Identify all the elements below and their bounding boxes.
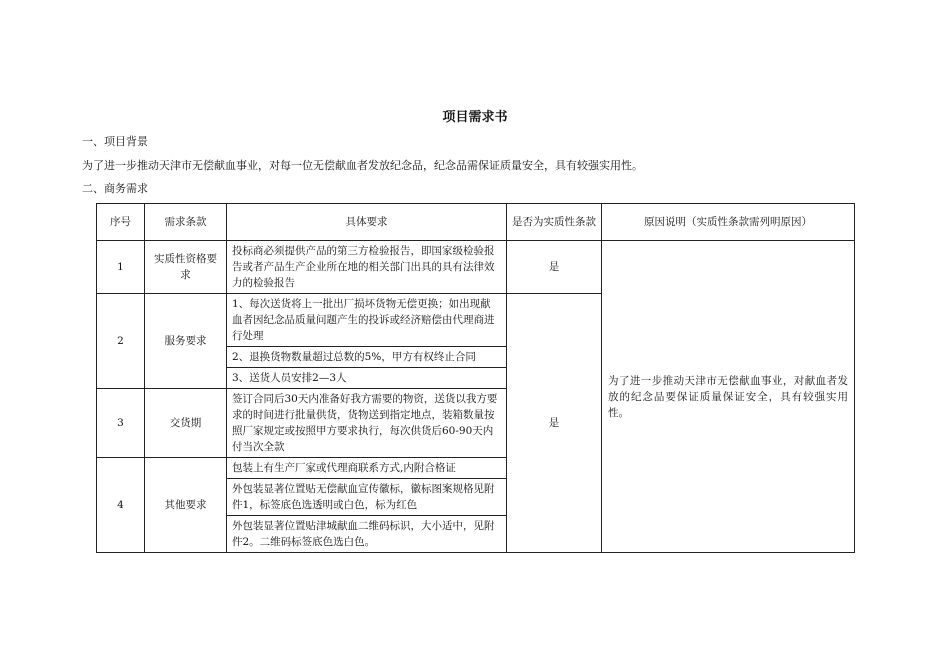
- header-substantive: 是否为实质性条款: [507, 204, 602, 241]
- section-heading-background: 一、项目背景: [82, 135, 148, 148]
- header-no: 序号: [97, 204, 145, 241]
- row-clause: 服务要求: [145, 294, 227, 389]
- row-requirement: 投标商必须提供产品的第三方检验报告，即国家级检验报告或者产品生产企业所在地的相关部门出具的具有法律效力的检验报告: [227, 241, 507, 294]
- table-header-row: [97, 204, 855, 241]
- header-reason: 原因说明（实质性条款需列明原因）: [602, 204, 855, 241]
- header-clause: 需求条款: [145, 204, 227, 241]
- header-requirement: 具体要求: [227, 204, 507, 241]
- row-clause: 其他要求: [145, 458, 227, 553]
- background-paragraph: 为了进一步推动天津市无偿献血事业，对每一位无偿献血者发放纪念品，纪念品需保证质量安全，具有较强实用性。: [82, 159, 643, 172]
- row-clause: 实质性资格要求: [145, 241, 227, 294]
- page-title: 项目需求书: [442, 110, 508, 125]
- row-requirement: 2、退换货物数量超过总数的5%，甲方有权终止合同: [227, 347, 507, 368]
- row-requirement: 包装上有生产厂家或代理商联系方式,内附合格证: [227, 458, 507, 479]
- row-no: 4: [97, 458, 145, 553]
- table-row: [97, 241, 855, 294]
- row-requirement: 1、每次送货将上一批出厂损坏货物无偿更换；如出现献血者因纪念品质量问题产生的投诉或经济赔偿由代理商进行处理: [227, 294, 507, 347]
- reason-cell: 为了进一步推动天津市无偿献血事业，对献血者发放的纪念品要保证质量保证安全，具有较强实用性。: [602, 241, 855, 553]
- requirements-table: [96, 203, 855, 553]
- row-no: 2: [97, 294, 145, 389]
- row-substantive: 是: [507, 294, 602, 553]
- row-requirement: 签订合同后30天内准备好我方需要的物资，送货以我方要求的时间进行批量供货，货物送到指定地点，装箱数量按照厂家规定或按照甲方要求执行，每次供货后60-90天内付当次全款: [227, 389, 507, 458]
- row-requirement: 外包装显著位置贴无偿献血宣传徽标，徽标图案规格见附件1，标签底色选透明或白色，标为红色: [227, 479, 507, 516]
- row-clause: 交货期: [145, 389, 227, 458]
- section-heading-business: 二、商务需求: [82, 182, 148, 195]
- row-substantive: 是: [507, 241, 602, 294]
- row-no: 3: [97, 389, 145, 458]
- row-requirement: 外包装显著位置贴津城献血二维码标识，大小适中，见附件2。二维码标签底色选白色。: [227, 516, 507, 553]
- row-no: 1: [97, 241, 145, 294]
- row-requirement: 3、送货人员安排2—3人: [227, 368, 507, 389]
